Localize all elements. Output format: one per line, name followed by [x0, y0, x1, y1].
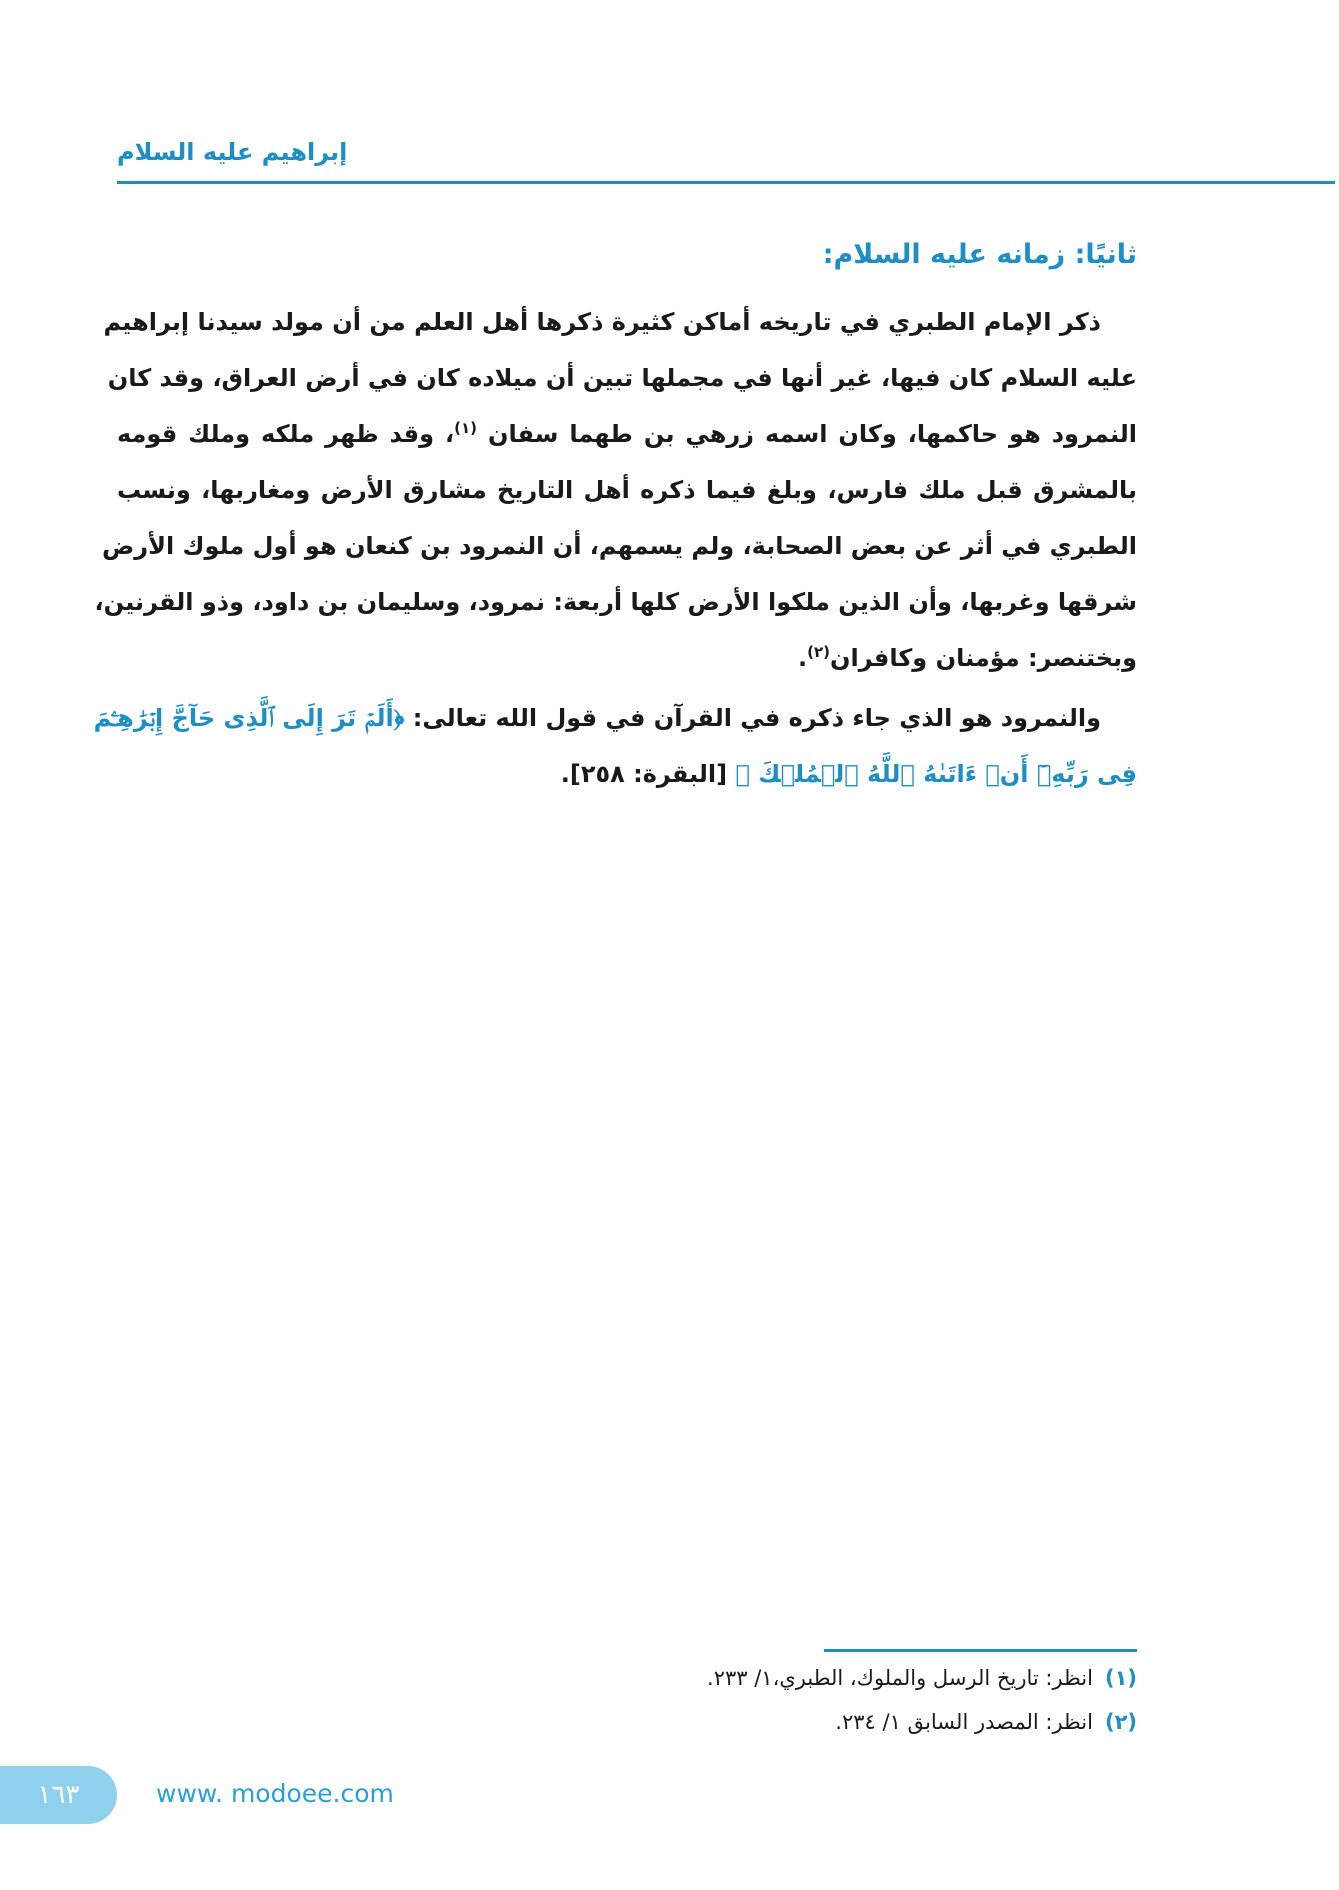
body-line: شرقها وغربها، وأن الذين ملكوا الأرض كلها أربعة: نمرود، وسليمان بن داود، وذو القرنين،: [94, 588, 1137, 616]
quran-text: فِى رَبِّهِۦٓ أَنۡ ءَاتَىٰهُ ٱللَّهُ ٱلۡمُلۡكَ: [758, 760, 1137, 788]
body-line: الطبري في أثر عن بعض الصحابة، ولم يسمهم، أن النمرود بن كنعان هو أول ملوك الأرض: [101, 532, 1137, 560]
quran-open-bracket: ﴿: [393, 704, 405, 732]
header-rule: [117, 181, 1335, 184]
running-head-title: إبراهيم عليه السلام: [117, 138, 348, 166]
footnote-marker: (١): [1104, 1666, 1137, 1690]
body-line: عليه السلام كان فيها، غير أنها في مجملها تبين أن ميلاده كان في أرض العراق، وقد كان: [107, 364, 1137, 392]
paragraph-1: [94, 294, 1137, 686]
page-number: ١٦٣: [0, 1766, 117, 1824]
quran-verse: [735, 760, 1137, 788]
body-line-text: .: [797, 644, 808, 672]
footnote-separator: [824, 1649, 1137, 1652]
footnote-marker: (٢): [1104, 1710, 1137, 1734]
body-line: [117, 406, 1137, 462]
body-line-text: والنمرود هو الذي جاء ذكره في القرآن في قول الله تعالى:: [412, 704, 1101, 732]
website-url: www. modoee.com: [156, 1779, 394, 1808]
quran-text: أَلَمۡ تَرَ إِلَى ٱلَّذِى حَآجَّ إِبۡرَٰهِـۧمَ: [93, 704, 394, 732]
footnote-text: انظر: تاريخ الرسل والملوك، الطبري،١/ ٢٣٣.: [707, 1666, 1093, 1690]
footnote-text: انظر: المصدر السابق ١/ ٢٣٤.: [835, 1710, 1093, 1734]
paragraph-2: [93, 690, 1137, 802]
quran-verse: [94, 704, 405, 732]
footnote: [117, 1700, 1137, 1744]
quran-close-bracket: ﴾: [735, 760, 750, 788]
body-line-text: وبختنصر: مؤمنان وكافران: [829, 644, 1137, 672]
body-line-text: ، وقد ظهر ملكه وملك قومه: [117, 420, 455, 448]
body-line: [117, 746, 1137, 802]
verse-citation: [البقرة: ٢٥٨].: [560, 760, 728, 788]
body-line: بالمشرق قبل ملك فارس، وبلغ فيما ذكره أهل التاريخ مشارق الأرض ومغاربها، ونسب: [117, 476, 1137, 504]
body-line-text: النمرود هو حاكمها، وكان اسمه زرهي بن طهما سفان: [487, 420, 1137, 448]
body-line: [93, 690, 1137, 746]
section-heading: ثانيًا: زمانه عليه السلام:: [822, 239, 1137, 270]
footnote-ref: (٢): [807, 643, 830, 661]
body-line: ذكر الإمام الطبري في تاريخه أماكن كثيرة ذكرها أهل العلم من أن مولد سيدنا إبراهيم: [103, 308, 1101, 336]
footnote: [117, 1656, 1137, 1700]
footnotes: [117, 1656, 1137, 1744]
body-line: [117, 630, 1137, 686]
footnote-ref: (١): [454, 419, 477, 437]
